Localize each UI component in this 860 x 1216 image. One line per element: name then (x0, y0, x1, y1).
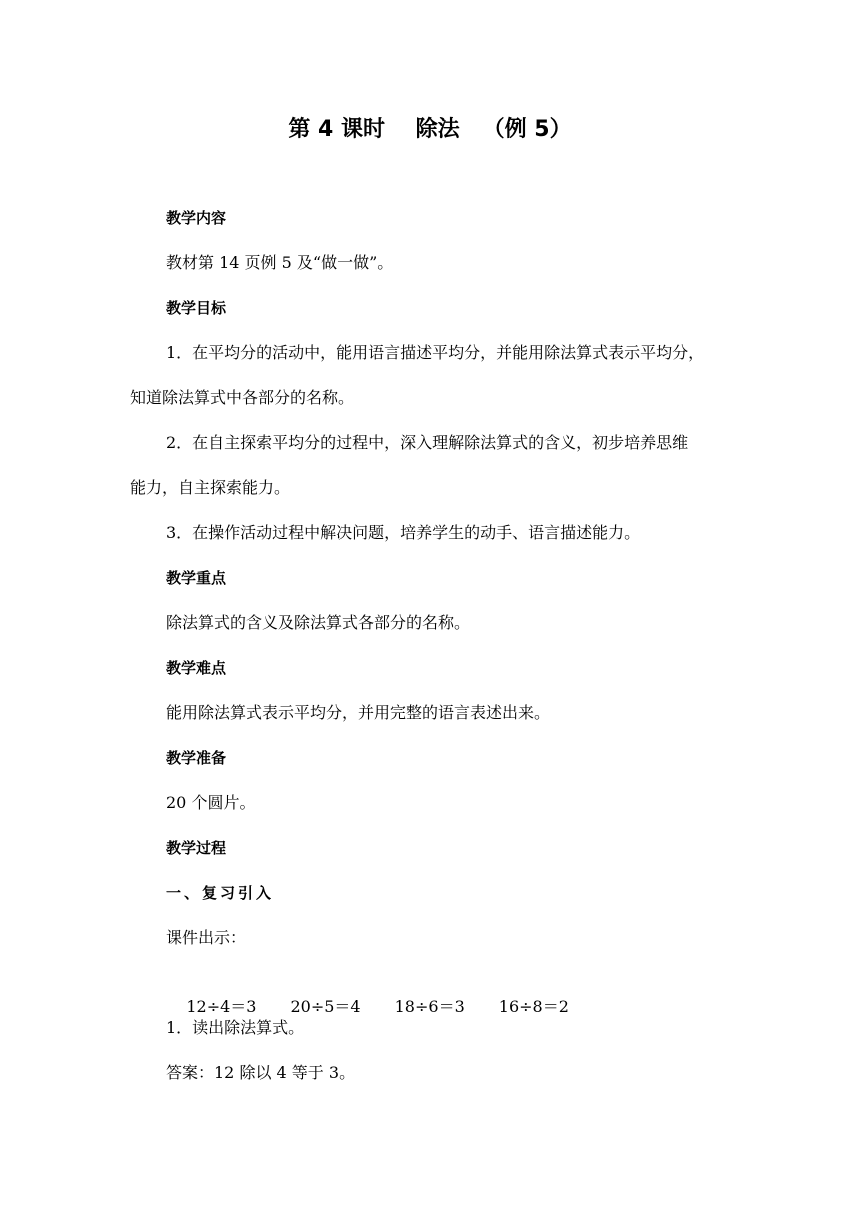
teaching-content-text: 教材第 14 页例 5 及“做一做”。 (166, 253, 394, 272)
heading-teaching-goals: 教学目标 (166, 299, 227, 317)
goal-1-line-2: 知道除法算式中各部分的名称。 (130, 388, 355, 407)
heading-key-points: 教学重点 (166, 569, 227, 587)
goal-1-line-1: 1．在平均分的活动中，能用语言描述平均分，并能用除法算式表示平均分， (166, 343, 705, 362)
expression-item: 12÷4＝3 (186, 997, 257, 1016)
preparation-text: 20 个圆片。 (166, 793, 256, 812)
expression-item: 16÷8＝2 (498, 997, 569, 1016)
step-1-heading: 一、复习引入 (166, 884, 275, 902)
task-1: 1．读出除法算式。 (166, 1018, 305, 1037)
key-points-text: 除法算式的含义及除法算式各部分的名称。 (166, 613, 471, 632)
heading-teaching-process: 教学过程 (166, 839, 227, 857)
heading-teaching-content: 教学内容 (166, 209, 227, 227)
goal-2-line-2: 能力，自主探索能力。 (130, 478, 291, 497)
difficulties-text: 能用除法算式表示平均分，并用完整的语言表述出来。 (166, 703, 551, 722)
courseware-label: 课件出示： (166, 928, 247, 947)
heading-difficulties: 教学难点 (166, 659, 227, 677)
page-title: 第 4 课时 除法 （例 5） (288, 117, 572, 142)
goal-2-line-1: 2．在自主探索平均分的过程中，深入理解除法算式的含义，初步培养思维 (166, 433, 689, 452)
answer-1: 答案：12 除以 4 等于 3。 (166, 1063, 356, 1082)
heading-preparation: 教学准备 (166, 749, 227, 767)
goal-3: 3．在操作活动过程中解决问题，培养学生的动手、语言描述能力。 (166, 523, 641, 542)
expression-item: 18÷6＝3 (394, 997, 465, 1016)
expression-item: 20÷5＝4 (290, 997, 361, 1016)
